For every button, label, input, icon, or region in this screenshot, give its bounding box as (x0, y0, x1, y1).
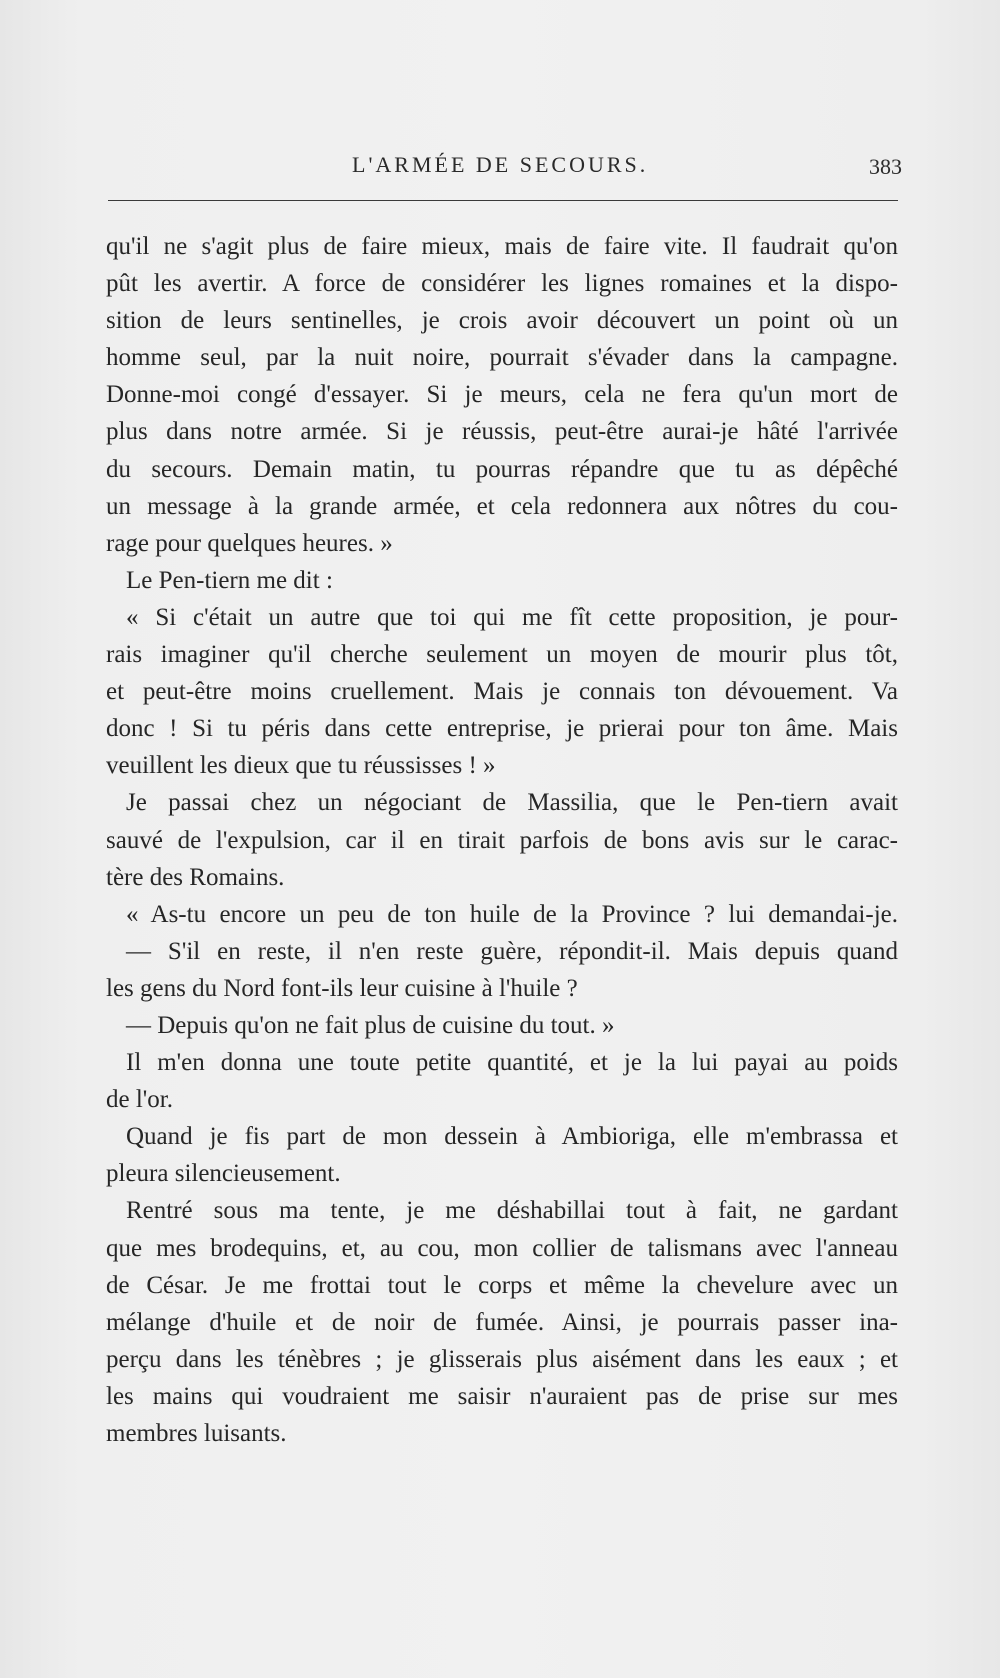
text-line: tère des Romains. (106, 863, 285, 891)
text-line: les gens du Nord font-ils leur cuisine à l'huile ? (106, 974, 578, 1002)
text-line: rage pour quelques heures. » (106, 529, 393, 557)
text-line: rais imaginer qu'il cherche seulement un moyen de mourir plus tôt, (106, 641, 898, 669)
text-line: — Depuis qu'on ne fait plus de cuisine du tout. » (126, 1011, 615, 1039)
text-line: les mains qui voudraient me saisir n'auraient pas de prise sur mes (106, 1382, 898, 1410)
page-number: 383 (869, 154, 902, 179)
text-line: un message à la grande armée, et cela redonnera aux nôtres du cou- (106, 492, 898, 520)
text-line: Le Pen-tiern me dit : (126, 566, 333, 594)
text-line: Donne-moi congé d'essayer. Si je meurs, cela ne fera qu'un mort de (106, 381, 898, 409)
text-line: pleura silencieusement. (106, 1160, 341, 1188)
text-line: sition de leurs sentinelles, je crois avoir découvert un point où un (106, 307, 898, 335)
body-text (106, 228, 898, 1452)
text-line: Il m'en donna une toute petite quantité, et je la lui payai au poids (126, 1049, 898, 1077)
text-line: — S'il en reste, il n'en reste guère, répondit-il. Mais depuis quand (126, 937, 898, 965)
text-line: veuillent les dieux que tu réussisses ! » (106, 752, 496, 780)
text-line: « Si c'était un autre que toi qui me fît cette proposition, je pour- (126, 603, 898, 631)
text-line: qu'il ne s'agit plus de faire mieux, mais de faire vite. Il faudrait qu'on (106, 233, 898, 260)
page-header (90, 150, 902, 190)
text-line: que mes brodequins, et, au cou, mon collier de talismans avec l'anneau (106, 1234, 898, 1262)
text-line: Quand je fis part de mon dessein à Ambioriga, elle m'embrassa et (126, 1123, 898, 1151)
text-line: homme seul, par la nuit noire, pourrait s'évader dans la campagne. (106, 344, 898, 372)
text-line: plus dans notre armée. Si je réussis, peut-être aurai-je hâté l'arrivée (106, 418, 898, 446)
text-line: sauvé de l'expulsion, car il en tirait parfois de bons avis sur le carac- (106, 826, 898, 854)
text-line: Je passai chez un négociant de Massilia, que le Pen-tiern avait (126, 789, 898, 817)
text-line: mélange d'huile et de noir de fumée. Ainsi, je pourrais passer ina- (106, 1308, 898, 1336)
running-head: L'ARMÉE DE SECOURS. (352, 152, 649, 177)
text-line: perçu dans les ténèbres ; je glisserais plus aisément dans les eaux ; et (106, 1345, 898, 1373)
text-line: de l'or. (106, 1086, 173, 1114)
text-line: donc ! Si tu péris dans cette entreprise, je prierai pour ton âme. Mais (106, 715, 898, 743)
text-line: membres luisants. (106, 1420, 287, 1447)
text-line: Rentré sous ma tente, je me déshabillai tout à fait, ne gardant (126, 1197, 898, 1225)
text-line: « As-tu encore un peu de ton huile de la Province ? lui demandai-je. (126, 900, 898, 928)
text-line: du secours. Demain matin, tu pourras répandre que tu as dépêché (106, 455, 898, 483)
text-line: et peut-être moins cruellement. Mais je connais ton dévouement. Va (106, 678, 898, 706)
header-rule (108, 200, 898, 201)
text-line: pût les avertir. A force de considérer les lignes romaines et la dispo- (106, 270, 898, 298)
text-line: de César. Je me frottai tout le corps et même la chevelure avec un (106, 1271, 898, 1299)
